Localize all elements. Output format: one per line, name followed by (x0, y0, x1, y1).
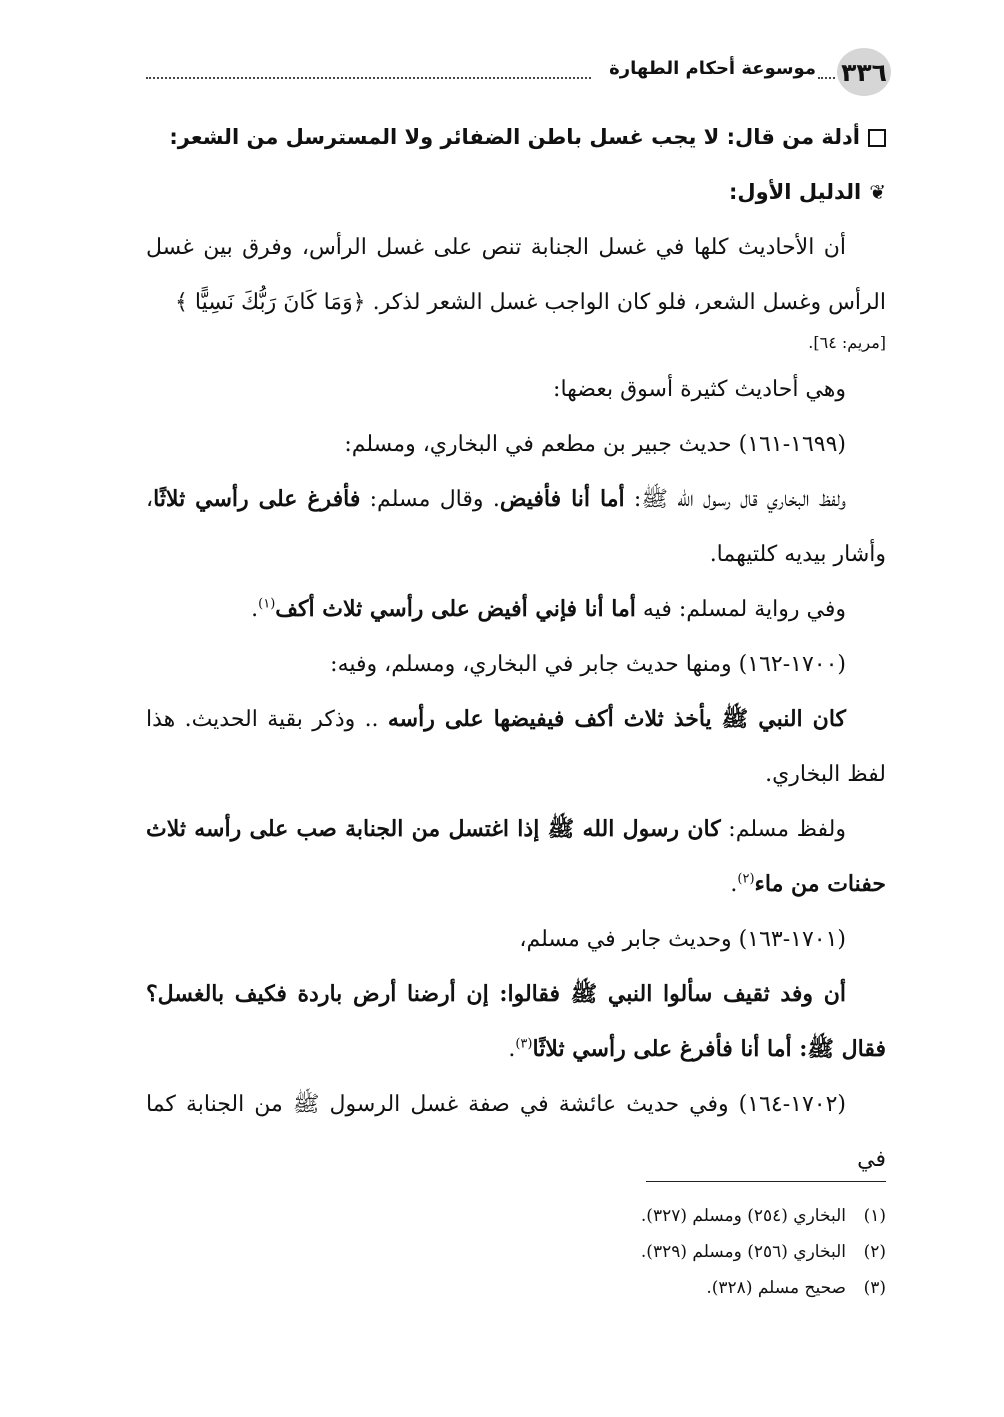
quran-verse: ﴿وَمَا كَانَ رَبُّكَ نَسِيًّا ﴾ (175, 290, 366, 315)
footnotes (146, 1198, 886, 1306)
paragraph-muslim-narration: وفي رواية لمسلم: فيه أما أنا فإني أفيض على رأسي ثلاث أكف$^{(١)}$. (251, 596, 846, 622)
paragraph-thaqif: أن وفد ثقيف سألوا النبي ﷺ فقالوا: إن أرضنا أرض باردة فكيف بالغسل؟ فقال ﷺ: أما أنا فأفرغ على رأسي ثلاثًا$^{(٣)}$. (146, 981, 886, 1062)
hadith-1702: (١٧٠٢-١٦٤) وفي حديث عائشة في صفة غسل الرسول ﷺ من الجنابة كما في (146, 1092, 886, 1172)
checkbox-square-icon (868, 129, 886, 147)
paragraph-bukhari-wording: ولفظ البخاري قال رسول الله ﷺ: أما أنا فأفيض. وقال مسلم: فأفرغ على رأسي ثلاثًا، وأشار بيديه كلتيهما. (146, 486, 886, 567)
footnote-1: (١)البخاري (٢٥٤) ومسلم (٣٢٧). (640, 1206, 886, 1226)
hadith-1701: (١٧٠١-١٦٣) وحديث جابر في مسلم، (519, 927, 846, 952)
hadith-1700: (١٧٠٠-١٦٢) ومنها حديث جابر في البخاري، ومسلم، وفيه: (330, 652, 846, 677)
page-number: ٣٣٦ (837, 48, 891, 96)
paragraph-1: أن الأحاديث كلها في غسل الجنابة تنص على غسل الرأس، وفرق بين غسل الرأس وغسل الشعر، فلو كان الواجب غسل الشعر لذكر. ﴿وَمَا كَانَ رَبُّكَ نَسِيًّا ﴾ (146, 235, 886, 315)
evidence-heading: ❦الدليل الأول: (146, 165, 886, 220)
footnote-ref-2[interactable]: (٢) (737, 871, 755, 887)
section-heading: أدلة من قال: لا يجب غسل باطن الضفائر ولا المسترسل من الشعر: (146, 110, 886, 165)
running-title: موسوعة أحكام الطهارة (609, 58, 816, 79)
paragraph-muslim-wording: ولفظ مسلم: كان رسول الله ﷺ إذا اغتسل من الجنابة صب على رأسه ثلاث حفنات من ماء$^{(٢)}$. (146, 816, 886, 897)
body-text (146, 110, 886, 1187)
header-dotted-rule-long (146, 77, 591, 79)
leaf-ornament-icon: ❦ (869, 180, 886, 204)
footnote-3: (٣)صحيح مسلم (٣٢٨). (706, 1278, 886, 1298)
page-header (146, 48, 891, 98)
paragraph-jabir-text: كان النبي ﷺ يأخذ ثلاث أكف فيفيضها على رأسه .. وذكر بقية الحديث. هذا لفظ البخاري. (146, 706, 886, 787)
footnote-2: (٢)البخاري (٢٥٦) ومسلم (٣٢٩). (640, 1242, 886, 1262)
footnote-ref-1[interactable]: (١) (258, 596, 276, 612)
paragraph-2: وهي أحاديث كثيرة أسوق بعضها: (553, 377, 846, 402)
quran-reference: [مريم: ٦٤]. (808, 333, 886, 352)
footnote-ref-3[interactable]: (٣) (515, 1036, 533, 1052)
header-dotted-rule (818, 77, 835, 79)
hadith-1699: (١٦٩٩-١٦١) حديث جبير بن مطعم في البخاري، ومسلم: (344, 432, 846, 457)
footnote-separator (646, 1181, 886, 1182)
